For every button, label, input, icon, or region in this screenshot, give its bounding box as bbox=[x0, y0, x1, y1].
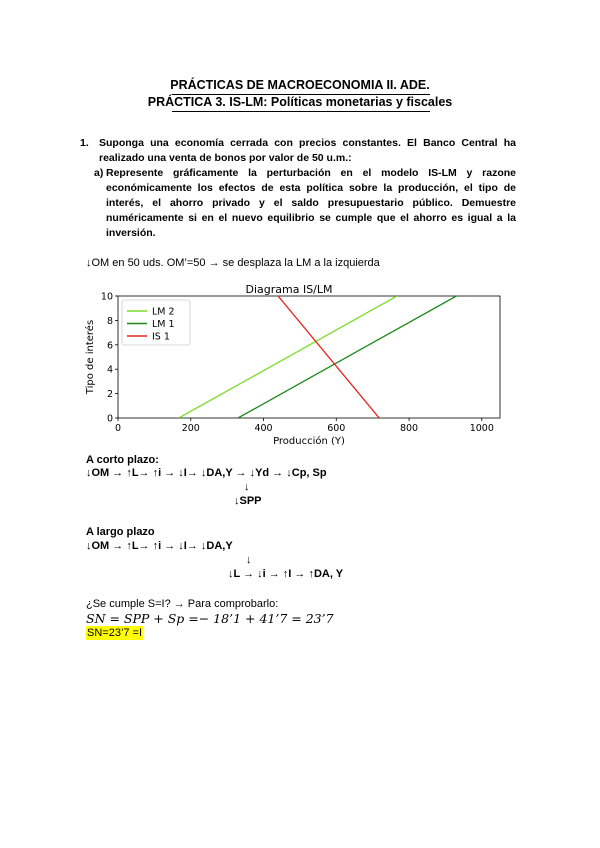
result-highlight: SN=23’7 =I bbox=[87, 627, 143, 639]
question-number: 1. bbox=[80, 137, 89, 149]
legend-label: LM 1 bbox=[152, 319, 175, 330]
down-arrow-icon: ↓ bbox=[246, 554, 252, 566]
long-term-chain: ↓OM → ↑L→ ↑i → ↓I→ ↓DA,Y bbox=[86, 540, 233, 552]
y-tick-label: 4 bbox=[106, 364, 113, 376]
islm-chart bbox=[84, 279, 506, 445]
y-axis-label: Tipo de interés bbox=[85, 319, 96, 395]
y-tick-label: 2 bbox=[106, 389, 113, 401]
y-tick-label: 10 bbox=[100, 291, 113, 303]
x-tick-label: 1000 bbox=[469, 423, 494, 434]
x-tick-label: 800 bbox=[399, 423, 419, 434]
short-term-spp: ↓SPP bbox=[234, 495, 262, 507]
x-axis-label: Producción (Y) bbox=[273, 436, 345, 445]
x-tick-label: 0 bbox=[114, 423, 122, 434]
subquestion-label: a) bbox=[94, 167, 104, 179]
saving-equation: SN = SPP + Sp =− 18’1 + 41’7 = 23’7 bbox=[86, 611, 334, 626]
practice-title: PRÁCTICA 3. IS-LM: Políticas monetarias y fiscales bbox=[147, 95, 453, 109]
intro-line: ↓OM en 50 uds. OM’=50 → se desplaza la LM a la izquierda bbox=[86, 257, 380, 269]
long-term-heading: A largo plazo bbox=[86, 526, 155, 538]
y-tick-label: 8 bbox=[106, 315, 113, 327]
legend-label: LM 2 bbox=[152, 306, 175, 318]
long-term-chain-2: ↓L → ↓i → ↑I → ↑DA, Y bbox=[228, 568, 344, 580]
short-term-chain: ↓OM → ↑L→ ↑i → ↓I→ ↓DA,Y → ↓Yd → ↓Cp, Sp bbox=[86, 467, 327, 479]
y-tick-label: 6 bbox=[106, 340, 113, 352]
subquestion-text: Represente gráficamente la perturbación en el modelo IS-LM y razone económicamente los efectos de esta política sobre la producción, el tipo de interés, el ahorro privado y el saldo presupuestario público. Demuestre numéricamente si en el nuevo equilibrio se cumple que el ahorro es igual a la inversión. bbox=[106, 167, 516, 239]
x-tick-label: 600 bbox=[327, 423, 346, 434]
title-underline bbox=[172, 111, 430, 112]
y-tick-label: 0 bbox=[106, 413, 113, 425]
down-arrow-icon: ↓ bbox=[244, 481, 250, 493]
x-tick-label: 400 bbox=[254, 423, 273, 434]
document-title: PRÁCTICAS DE MACROECONOMIA II. ADE. bbox=[170, 78, 430, 92]
legend-label: IS 1 bbox=[152, 331, 170, 343]
question-text: Suponga una economía cerrada con precios constantes. El Banco Central ha realizado una venta de bonos por valor de 50 u.m.: bbox=[99, 137, 516, 164]
short-term-heading: A corto plazo: bbox=[86, 454, 159, 466]
legend bbox=[122, 300, 190, 345]
chart-title: Diagrama IS/LM bbox=[245, 283, 333, 296]
x-tick-label: 200 bbox=[181, 423, 200, 434]
check-question: ¿Se cumple S=I? → Para comprobarlo: bbox=[86, 598, 279, 610]
